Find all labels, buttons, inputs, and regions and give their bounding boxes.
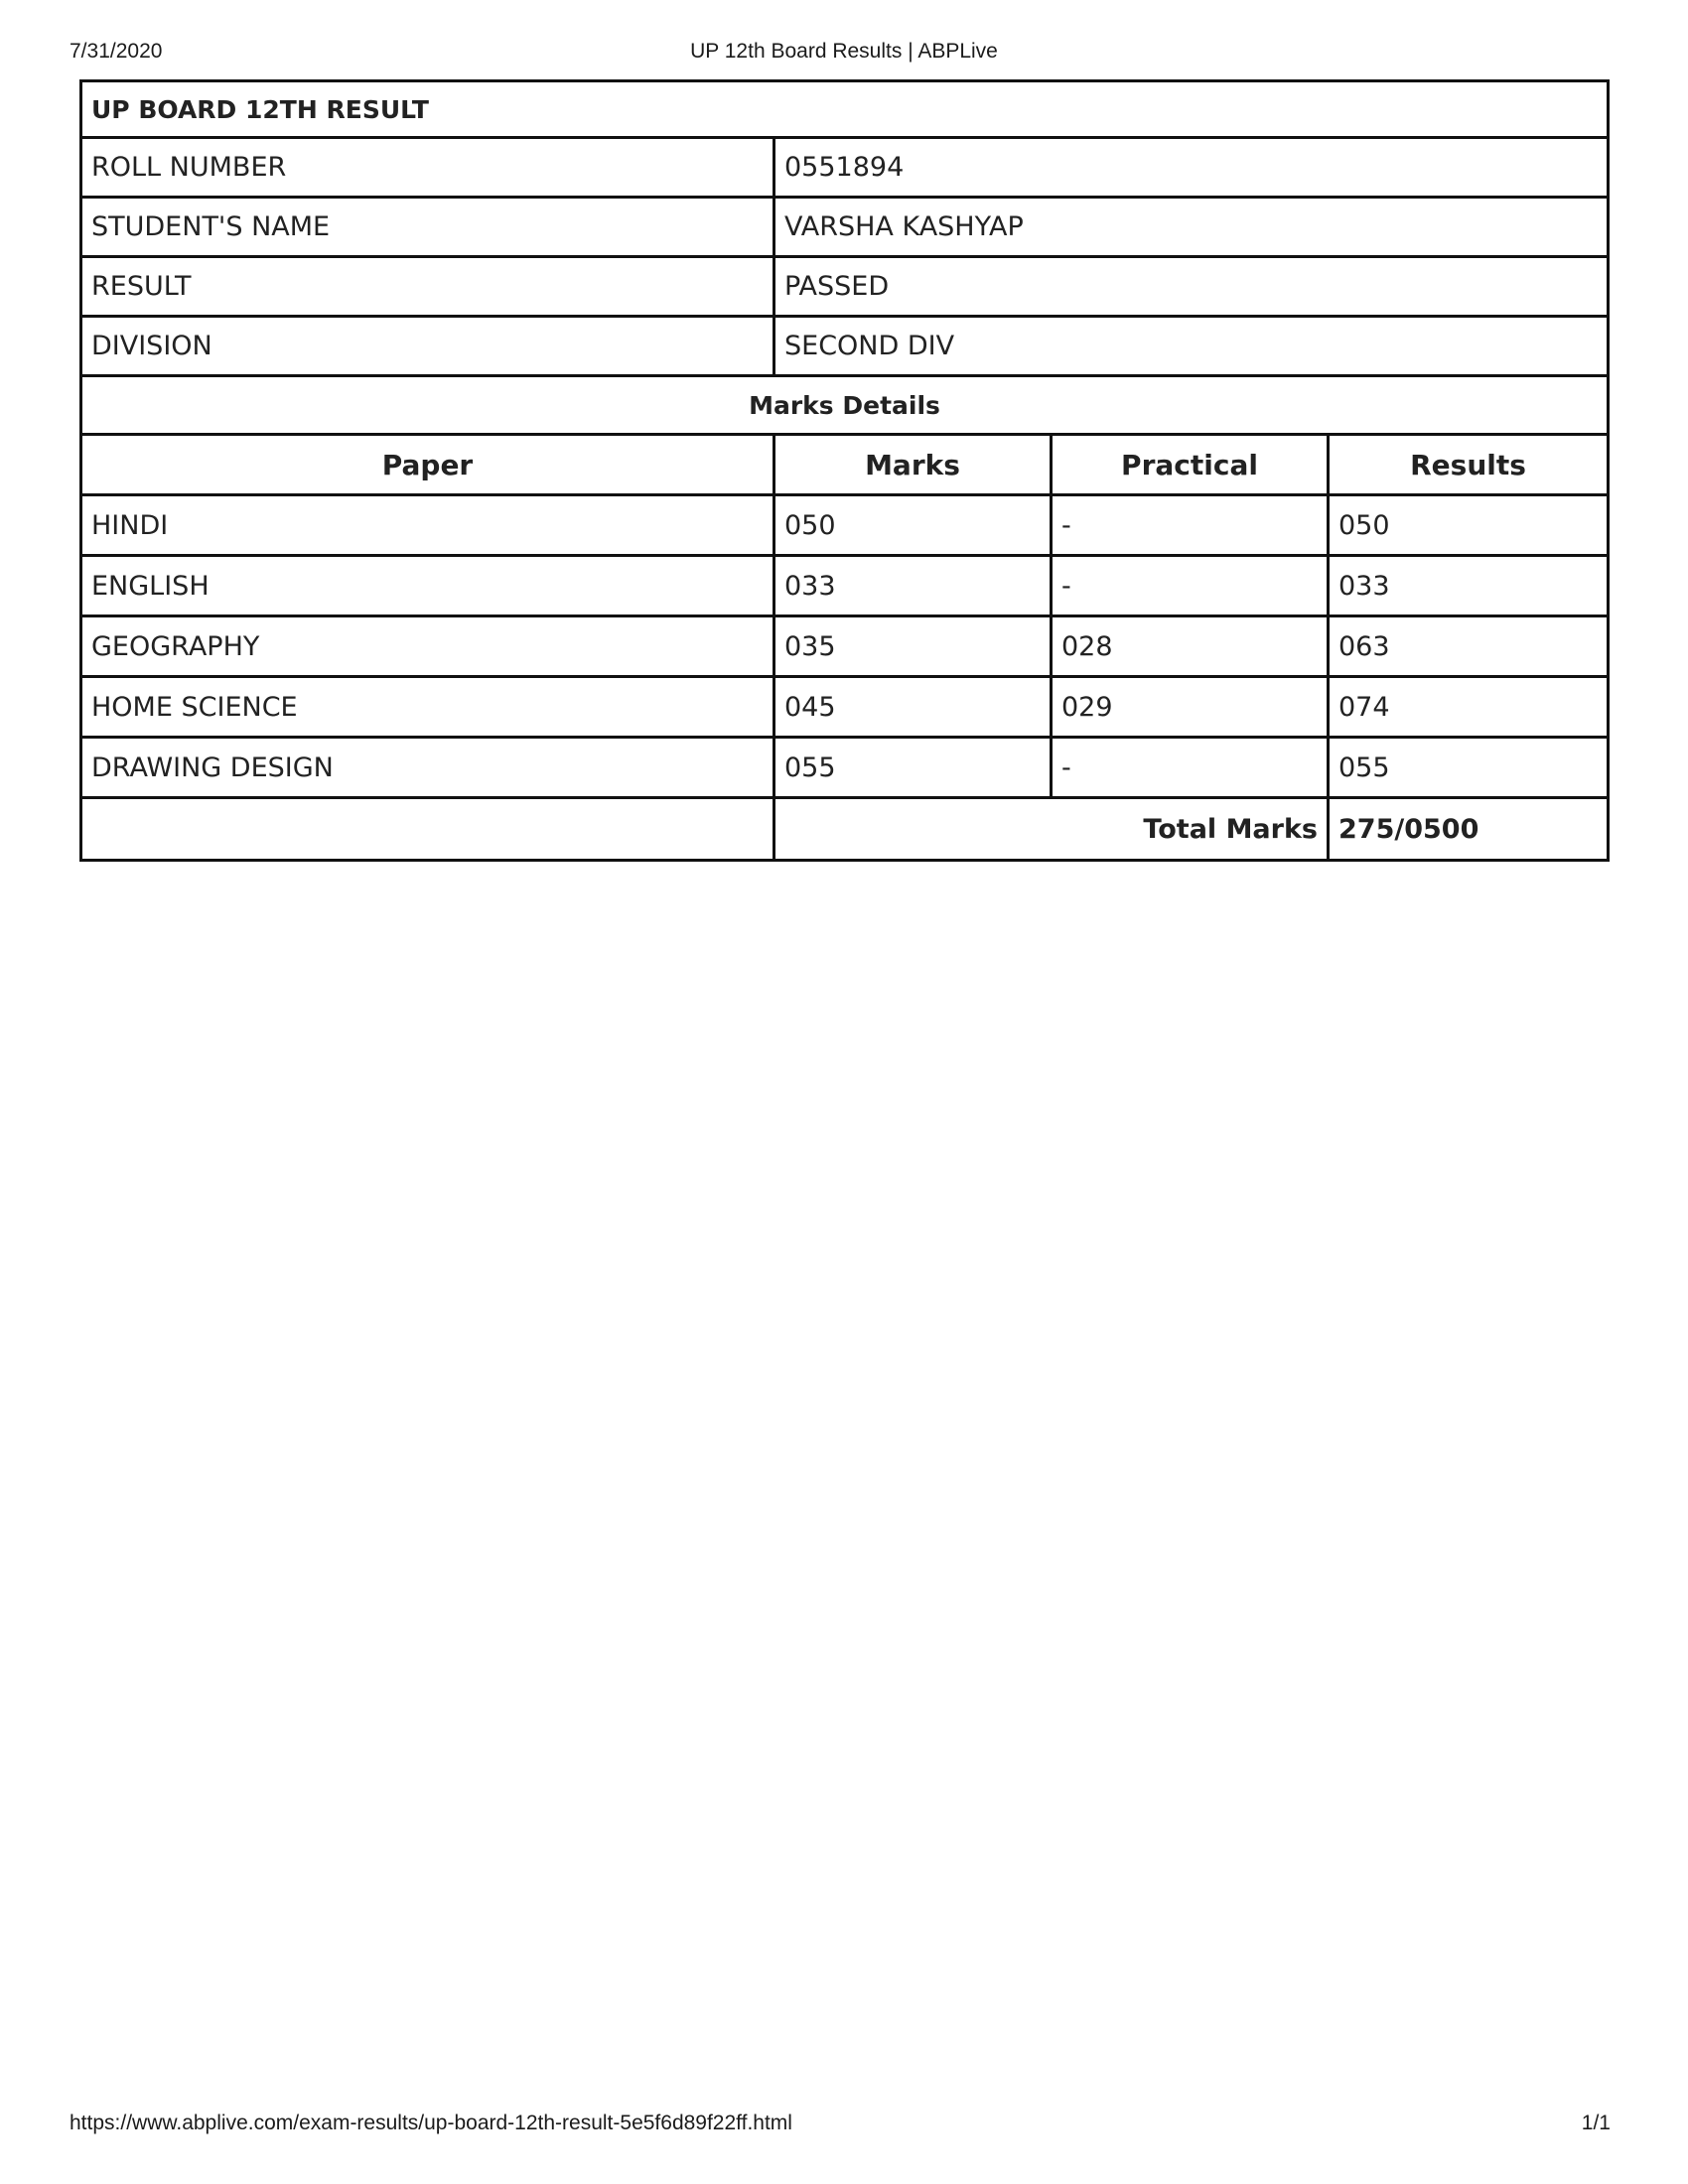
total-row	[81, 798, 1609, 861]
total-marks-value: 275/0500	[1329, 798, 1609, 861]
marks-section-title: Marks Details	[81, 376, 1609, 435]
info-row-roll-number	[81, 138, 1609, 198]
marks-row	[81, 556, 1609, 616]
info-label: DIVISION	[81, 317, 774, 376]
marks-header-row	[81, 435, 1609, 495]
paper-cell: GEOGRAPHY	[81, 616, 774, 677]
info-label: ROLL NUMBER	[81, 138, 774, 198]
column-header-practical: Practical	[1052, 435, 1329, 495]
paper-cell: ENGLISH	[81, 556, 774, 616]
marks-cell: 033	[774, 556, 1052, 616]
column-header-marks: Marks	[774, 435, 1052, 495]
page-url: https://www.abplive.com/exam-results/up-board-12th-result-5e5f6d89f22ff.html	[70, 2112, 792, 2134]
marks-row	[81, 677, 1609, 738]
info-row-student-name	[81, 198, 1609, 257]
practical-cell: -	[1052, 738, 1329, 798]
practical-cell: -	[1052, 556, 1329, 616]
info-row-result	[81, 257, 1609, 317]
info-row-division	[81, 317, 1609, 376]
print-page-title: UP 12th Board Results | ABPLive	[690, 40, 998, 63]
results-cell: 063	[1329, 616, 1609, 677]
results-cell: 055	[1329, 738, 1609, 798]
info-value: 0551894	[774, 138, 1609, 198]
result-table	[79, 79, 1610, 862]
info-label: RESULT	[81, 257, 774, 317]
results-cell: 033	[1329, 556, 1609, 616]
paper-cell: HOME SCIENCE	[81, 677, 774, 738]
info-value: PASSED	[774, 257, 1609, 317]
results-cell: 050	[1329, 495, 1609, 556]
marks-row	[81, 495, 1609, 556]
column-header-paper: Paper	[81, 435, 774, 495]
marks-cell: 045	[774, 677, 1052, 738]
page-number: 1/1	[1581, 2112, 1611, 2134]
marks-cell: 050	[774, 495, 1052, 556]
info-value: VARSHA KASHYAP	[774, 198, 1609, 257]
info-label: STUDENT'S NAME	[81, 198, 774, 257]
marks-row	[81, 738, 1609, 798]
practical-cell: -	[1052, 495, 1329, 556]
total-marks-label: Total Marks	[774, 798, 1329, 861]
practical-cell: 029	[1052, 677, 1329, 738]
practical-cell: 028	[1052, 616, 1329, 677]
marks-row	[81, 616, 1609, 677]
print-date: 7/31/2020	[70, 40, 163, 63]
empty-cell	[81, 798, 774, 861]
paper-cell: DRAWING DESIGN	[81, 738, 774, 798]
result-title: UP BOARD 12TH RESULT	[81, 81, 1609, 138]
info-value: SECOND DIV	[774, 317, 1609, 376]
results-cell: 074	[1329, 677, 1609, 738]
paper-cell: HINDI	[81, 495, 774, 556]
marks-cell: 035	[774, 616, 1052, 677]
column-header-results: Results	[1329, 435, 1609, 495]
marks-cell: 055	[774, 738, 1052, 798]
